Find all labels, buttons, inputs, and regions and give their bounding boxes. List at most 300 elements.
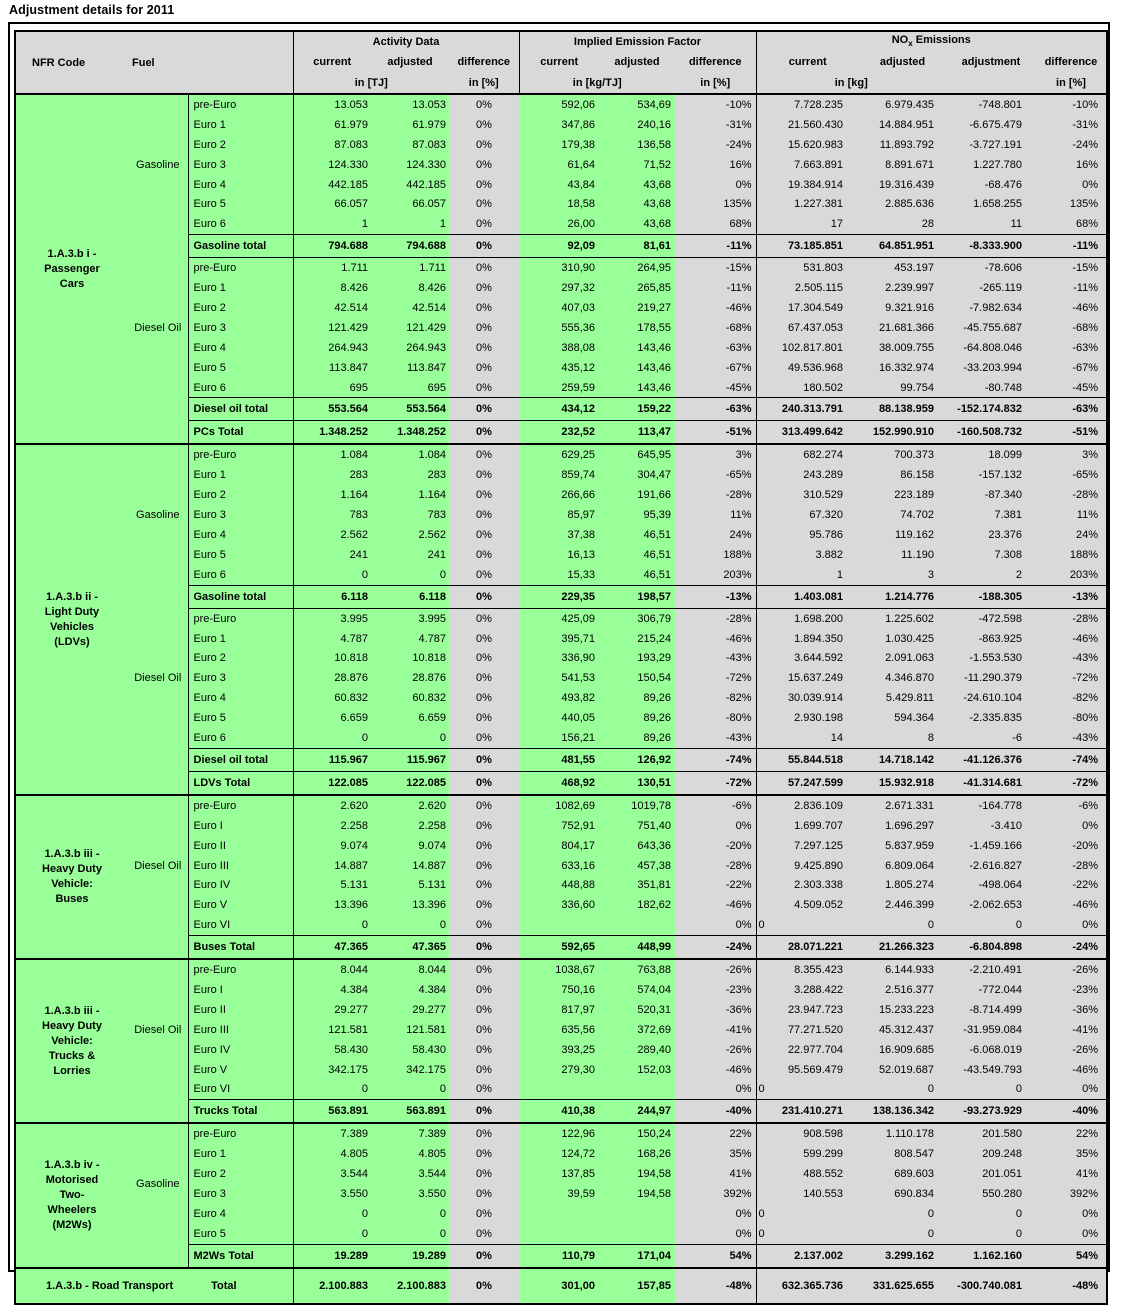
nox-difference-cell: -23% bbox=[1036, 980, 1107, 1000]
ief-current-cell: 1082,69 bbox=[519, 795, 599, 816]
ief-adjusted-cell: 520,31 bbox=[599, 1000, 675, 1020]
nox-current-cell: 8.355.423 bbox=[756, 959, 859, 980]
ief-adjusted-cell: 1019,78 bbox=[599, 795, 675, 816]
vehicle-class-cell: pre-Euro bbox=[188, 94, 293, 115]
ief-current-cell: 633,16 bbox=[519, 856, 599, 876]
total-label-cell: Diesel oil total bbox=[188, 748, 293, 771]
ad-adjusted-cell: 0 bbox=[371, 728, 449, 748]
ad-difference-cell: 0% bbox=[449, 505, 519, 525]
vehicle-class-cell: Euro II bbox=[188, 836, 293, 856]
ad-adjusted-cell: 563.891 bbox=[371, 1100, 449, 1124]
nox-difference-cell: -63% bbox=[1036, 398, 1107, 421]
ad-adjusted-cell: 28.876 bbox=[371, 668, 449, 688]
ad-difference-cell: 0% bbox=[449, 1060, 519, 1080]
fuel-cell: Gasoline bbox=[128, 1123, 188, 1244]
nox-difference-cell: -46% bbox=[1036, 629, 1107, 649]
ad-difference-cell: 0% bbox=[449, 816, 519, 836]
nox-adjusted-cell: 86.158 bbox=[859, 465, 946, 485]
nox-adjusted-cell: 6.144.933 bbox=[859, 959, 946, 980]
nox-adjusted-cell: 690.834 bbox=[859, 1184, 946, 1204]
fuel-cell: Gasoline bbox=[128, 444, 188, 585]
ad-adjusted-cell: 342.175 bbox=[371, 1060, 449, 1080]
ad-current-cell: 0 bbox=[293, 565, 371, 585]
ad-current-cell: 13.053 bbox=[293, 94, 371, 115]
header-nox-emissions: $NO_x$ Emissions bbox=[756, 31, 1107, 51]
nox-difference-cell: -31% bbox=[1036, 115, 1107, 135]
nox-current-cell: 1 bbox=[756, 565, 859, 585]
nox-adjusted-cell: 138.136.342 bbox=[859, 1100, 946, 1124]
ad-adjusted-cell: 6.659 bbox=[371, 708, 449, 728]
ief-difference-cell: 68% bbox=[675, 214, 756, 234]
nox-adjustment-cell: -6.804.898 bbox=[946, 936, 1036, 960]
ief-current-cell: 39,59 bbox=[519, 1184, 599, 1204]
ief-adjusted-cell: 71,52 bbox=[599, 155, 675, 175]
ief-adjusted-cell: 89,26 bbox=[599, 688, 675, 708]
vehicle-class-cell: pre-Euro bbox=[188, 444, 293, 465]
header-ief-difference: difference bbox=[675, 51, 756, 72]
ad-difference-cell: 0% bbox=[449, 485, 519, 505]
ief-difference-cell: -15% bbox=[675, 258, 756, 278]
ief-difference-cell: -65% bbox=[675, 465, 756, 485]
ad-adjusted-cell: 8.426 bbox=[371, 278, 449, 298]
ad-current-cell: 4.384 bbox=[293, 980, 371, 1000]
ad-difference-cell: 0% bbox=[449, 836, 519, 856]
nox-current-cell: 14 bbox=[756, 728, 859, 748]
nox-difference-cell: -74% bbox=[1036, 748, 1107, 771]
nox-current-cell: 95.786 bbox=[756, 525, 859, 545]
ief-current-cell bbox=[519, 915, 599, 935]
ief-difference-cell: -22% bbox=[675, 876, 756, 896]
nox-adjustment-cell: 7.308 bbox=[946, 545, 1036, 565]
nox-difference-cell: 16% bbox=[1036, 155, 1107, 175]
ief-current-cell: 395,71 bbox=[519, 629, 599, 649]
ief-adjusted-cell: 95,39 bbox=[599, 505, 675, 525]
ad-adjusted-cell: 13.053 bbox=[371, 94, 449, 115]
ad-difference-cell: 0% bbox=[449, 1080, 519, 1100]
nox-current-cell: 313.499.642 bbox=[756, 421, 859, 445]
nox-adjusted-cell: 700.373 bbox=[859, 444, 946, 465]
block-total-row bbox=[15, 1100, 1107, 1124]
ad-current-cell: 58.430 bbox=[293, 1040, 371, 1060]
nox-adjusted-cell: 28 bbox=[859, 214, 946, 234]
nox-adjusted-cell: 0 bbox=[859, 1224, 946, 1244]
ad-difference-cell: 0% bbox=[449, 629, 519, 649]
ief-difference-cell: -41% bbox=[675, 1020, 756, 1040]
ief-difference-cell: 54% bbox=[675, 1244, 756, 1268]
ad-adjusted-cell: 29.277 bbox=[371, 1000, 449, 1020]
vehicle-class-cell: Euro 3 bbox=[188, 318, 293, 338]
nox-adjusted-cell: 74.702 bbox=[859, 505, 946, 525]
ad-current-cell: 1.164 bbox=[293, 485, 371, 505]
nox-adjusted-cell: 16.909.685 bbox=[859, 1040, 946, 1060]
nox-difference-cell: 392% bbox=[1036, 1184, 1107, 1204]
nox-difference-cell: -15% bbox=[1036, 258, 1107, 278]
vehicle-class-cell: Euro IV bbox=[188, 1040, 293, 1060]
block-total-row bbox=[15, 585, 1107, 608]
ief-current-cell: 481,55 bbox=[519, 748, 599, 771]
ad-current-cell: 122.085 bbox=[293, 771, 371, 795]
ief-current-cell: 434,12 bbox=[519, 398, 599, 421]
ief-difference-cell: -48% bbox=[675, 1268, 756, 1304]
ad-current-cell: 1.711 bbox=[293, 258, 371, 278]
nox-adjusted-cell: 808.547 bbox=[859, 1144, 946, 1164]
nox-adjusted-cell: 6.979.435 bbox=[859, 94, 946, 115]
ad-adjusted-cell: 122.085 bbox=[371, 771, 449, 795]
nox-adjusted-cell: 1.696.297 bbox=[859, 816, 946, 836]
nox-adjustment-cell: -45.755.687 bbox=[946, 318, 1036, 338]
ad-difference-cell: 0% bbox=[449, 565, 519, 585]
ief-difference-cell: 16% bbox=[675, 155, 756, 175]
ad-difference-cell: 0% bbox=[449, 194, 519, 214]
vehicle-class-cell: Euro IV bbox=[188, 876, 293, 896]
ad-adjusted-cell: 4.805 bbox=[371, 1144, 449, 1164]
fuel-cell: Diesel Oil bbox=[128, 258, 188, 398]
vehicle-class-cell: Euro 1 bbox=[188, 278, 293, 298]
vehicle-class-cell: Euro 4 bbox=[188, 525, 293, 545]
ief-current-cell: 435,12 bbox=[519, 358, 599, 378]
ad-difference-cell: 0% bbox=[449, 1144, 519, 1164]
nox-difference-cell: -43% bbox=[1036, 728, 1107, 748]
ief-adjusted-cell: 136,58 bbox=[599, 135, 675, 155]
nox-adjusted-cell: 689.603 bbox=[859, 1164, 946, 1184]
ad-current-cell: 442.185 bbox=[293, 175, 371, 195]
vehicle-class-cell: Euro 5 bbox=[188, 1224, 293, 1244]
nox-difference-cell: -82% bbox=[1036, 688, 1107, 708]
nox-adjustment-cell: -2.335.835 bbox=[946, 708, 1036, 728]
ad-current-cell: 3.550 bbox=[293, 1184, 371, 1204]
vehicle-class-cell: Euro I bbox=[188, 816, 293, 836]
ief-adjusted-cell: 182,62 bbox=[599, 895, 675, 915]
nox-adjusted-cell: 2.091.063 bbox=[859, 648, 946, 668]
nox-adjustment-cell: 201.051 bbox=[946, 1164, 1036, 1184]
ief-adjusted-cell: 289,40 bbox=[599, 1040, 675, 1060]
ad-difference-cell: 0% bbox=[449, 258, 519, 278]
ief-difference-cell: -63% bbox=[675, 398, 756, 421]
ief-difference-cell: 3% bbox=[675, 444, 756, 465]
nox-current-cell: 0 bbox=[756, 1224, 859, 1244]
nox-adjustment-cell: -472.598 bbox=[946, 608, 1036, 628]
total-label-cell: Gasoline total bbox=[188, 585, 293, 608]
ad-difference-cell: 0% bbox=[449, 135, 519, 155]
nfr-code-cell: 1.A.3.b ii - Light Duty Vehicles (LDVs) bbox=[15, 444, 128, 794]
ad-current-cell: 124.330 bbox=[293, 155, 371, 175]
ief-difference-cell: 24% bbox=[675, 525, 756, 545]
ief-adjusted-cell: 448,99 bbox=[599, 936, 675, 960]
ief-current-cell: 18,58 bbox=[519, 194, 599, 214]
nox-current-cell: 9.425.890 bbox=[756, 856, 859, 876]
nox-current-cell: 28.071.221 bbox=[756, 936, 859, 960]
nox-current-cell: 102.817.801 bbox=[756, 338, 859, 358]
nox-adjustment-cell: 0 bbox=[946, 1204, 1036, 1224]
ief-difference-cell: -80% bbox=[675, 708, 756, 728]
ad-current-cell: 29.277 bbox=[293, 1000, 371, 1020]
nox-adjusted-cell: 38.009.755 bbox=[859, 338, 946, 358]
table-row bbox=[15, 94, 1107, 115]
ad-adjusted-cell: 553.564 bbox=[371, 398, 449, 421]
ad-adjusted-cell: 1.084 bbox=[371, 444, 449, 465]
nfr-code-cell: 1.A.3.b iii - Heavy Duty Vehicle: Buses bbox=[15, 795, 128, 959]
table-row bbox=[15, 959, 1107, 980]
nox-adjustment-cell: -93.273.929 bbox=[946, 1100, 1036, 1124]
vehicle-class-cell: pre-Euro bbox=[188, 959, 293, 980]
ief-difference-cell: -74% bbox=[675, 748, 756, 771]
ad-difference-cell: 0% bbox=[449, 214, 519, 234]
header-nox-difference: difference bbox=[1036, 51, 1107, 72]
ief-adjusted-cell: 46,51 bbox=[599, 525, 675, 545]
ad-current-cell: 121.581 bbox=[293, 1020, 371, 1040]
ief-current-cell: 347,86 bbox=[519, 115, 599, 135]
ief-difference-cell: 0% bbox=[675, 816, 756, 836]
nox-current-cell: 3.644.592 bbox=[756, 648, 859, 668]
ief-current-cell: 336,90 bbox=[519, 648, 599, 668]
nox-difference-cell: -65% bbox=[1036, 465, 1107, 485]
nox-adjustment-cell: -6 bbox=[946, 728, 1036, 748]
nox-difference-cell: -51% bbox=[1036, 421, 1107, 445]
ad-current-cell: 66.057 bbox=[293, 194, 371, 214]
nox-current-cell: 488.552 bbox=[756, 1164, 859, 1184]
ad-adjusted-cell: 8.044 bbox=[371, 959, 449, 980]
ief-adjusted-cell: 534,69 bbox=[599, 94, 675, 115]
ief-difference-cell: -36% bbox=[675, 1000, 756, 1020]
vehicle-class-cell: Euro 6 bbox=[188, 378, 293, 398]
header-unit-pct-ief: in [%] bbox=[675, 72, 756, 94]
ief-current-cell: 468,92 bbox=[519, 771, 599, 795]
table-header bbox=[15, 31, 1107, 94]
ad-current-cell: 695 bbox=[293, 378, 371, 398]
ad-adjusted-cell: 783 bbox=[371, 505, 449, 525]
ief-adjusted-cell: 130,51 bbox=[599, 771, 675, 795]
nox-adjustment-cell: -8.714.499 bbox=[946, 1000, 1036, 1020]
ief-adjusted-cell: 143,46 bbox=[599, 378, 675, 398]
header-unit-spacer bbox=[946, 72, 1036, 94]
ief-difference-cell: 0% bbox=[675, 1080, 756, 1100]
ad-adjusted-cell: 1.711 bbox=[371, 258, 449, 278]
nox-current-cell: 2.836.109 bbox=[756, 795, 859, 816]
nox-difference-cell: 0% bbox=[1036, 1080, 1107, 1100]
nox-difference-cell: -43% bbox=[1036, 648, 1107, 668]
ief-adjusted-cell: 265,85 bbox=[599, 278, 675, 298]
nox-current-cell: 180.502 bbox=[756, 378, 859, 398]
nox-adjusted-cell: 331.625.655 bbox=[859, 1268, 946, 1304]
ad-current-cell: 283 bbox=[293, 465, 371, 485]
nox-current-cell: 0 bbox=[756, 1080, 859, 1100]
ad-adjusted-cell: 3.550 bbox=[371, 1184, 449, 1204]
ief-adjusted-cell bbox=[599, 1080, 675, 1100]
nox-adjustment-cell: 23.376 bbox=[946, 525, 1036, 545]
header-unit-pct-nox: in [%] bbox=[1036, 72, 1107, 94]
fuel-cell: Diesel Oil bbox=[128, 795, 188, 936]
nox-difference-cell: 188% bbox=[1036, 545, 1107, 565]
vehicle-class-cell: Euro 1 bbox=[188, 1144, 293, 1164]
ad-adjusted-cell: 283 bbox=[371, 465, 449, 485]
ad-current-cell: 4.805 bbox=[293, 1144, 371, 1164]
ief-adjusted-cell: 157,85 bbox=[599, 1268, 675, 1304]
ad-current-cell: 6.118 bbox=[293, 585, 371, 608]
ad-adjusted-cell: 13.396 bbox=[371, 895, 449, 915]
nox-adjusted-cell: 11.893.792 bbox=[859, 135, 946, 155]
nox-current-cell: 67.320 bbox=[756, 505, 859, 525]
ad-difference-cell: 0% bbox=[449, 358, 519, 378]
nox-difference-cell: 24% bbox=[1036, 525, 1107, 545]
nox-adjusted-cell: 14.884.951 bbox=[859, 115, 946, 135]
ad-difference-cell: 0% bbox=[449, 298, 519, 318]
header-activity-data: Activity Data bbox=[293, 31, 519, 51]
total-label-cell: PCs Total bbox=[188, 421, 293, 445]
nox-adjustment-cell: -2.210.491 bbox=[946, 959, 1036, 980]
nox-difference-cell: -26% bbox=[1036, 1040, 1107, 1060]
ad-difference-cell: 0% bbox=[449, 585, 519, 608]
ad-adjusted-cell: 0 bbox=[371, 1224, 449, 1244]
ief-difference-cell: 0% bbox=[675, 1224, 756, 1244]
ad-current-cell: 10.818 bbox=[293, 648, 371, 668]
fuel-filler-cell bbox=[128, 398, 188, 421]
nox-difference-cell: -24% bbox=[1036, 936, 1107, 960]
ad-difference-cell: 0% bbox=[449, 338, 519, 358]
ief-difference-cell: -45% bbox=[675, 378, 756, 398]
vehicle-class-cell: Euro 6 bbox=[188, 565, 293, 585]
vehicle-class-cell: Euro 6 bbox=[188, 728, 293, 748]
table-body bbox=[15, 94, 1107, 1304]
block-total-row bbox=[15, 1244, 1107, 1268]
nox-current-cell: 7.663.891 bbox=[756, 155, 859, 175]
ief-adjusted-cell: 643,36 bbox=[599, 836, 675, 856]
ad-adjusted-cell: 794.688 bbox=[371, 235, 449, 258]
ief-adjusted-cell: 304,47 bbox=[599, 465, 675, 485]
ad-adjusted-cell: 1.348.252 bbox=[371, 421, 449, 445]
ief-difference-cell: -46% bbox=[675, 895, 756, 915]
nfr-code-cell: 1.A.3.b i - Passenger Cars bbox=[15, 94, 128, 444]
ief-current-cell: 37,38 bbox=[519, 525, 599, 545]
ief-current-cell: 336,60 bbox=[519, 895, 599, 915]
nox-current-cell: 17.304.549 bbox=[756, 298, 859, 318]
ief-adjusted-cell bbox=[599, 1204, 675, 1224]
fuel-filler-cell bbox=[128, 235, 188, 258]
vehicle-class-cell: Euro 5 bbox=[188, 194, 293, 214]
ad-difference-cell: 0% bbox=[449, 915, 519, 935]
ad-adjusted-cell: 2.562 bbox=[371, 525, 449, 545]
ad-difference-cell: 0% bbox=[449, 688, 519, 708]
ief-current-cell: 26,00 bbox=[519, 214, 599, 234]
ief-difference-cell: -13% bbox=[675, 585, 756, 608]
nox-adjusted-cell: 152.990.910 bbox=[859, 421, 946, 445]
ad-difference-cell: 0% bbox=[449, 1268, 519, 1304]
ief-difference-cell: -20% bbox=[675, 836, 756, 856]
nox-current-cell: 240.313.791 bbox=[756, 398, 859, 421]
block-total-row bbox=[15, 235, 1107, 258]
ad-difference-cell: 0% bbox=[449, 175, 519, 195]
nox-current-cell: 30.039.914 bbox=[756, 688, 859, 708]
ad-current-cell: 794.688 bbox=[293, 235, 371, 258]
ief-current-cell: 61,64 bbox=[519, 155, 599, 175]
header-unit-tj: in [TJ] bbox=[293, 72, 449, 94]
ad-difference-cell: 0% bbox=[449, 895, 519, 915]
ad-adjusted-cell: 113.847 bbox=[371, 358, 449, 378]
ief-current-cell: 1038,67 bbox=[519, 959, 599, 980]
nox-difference-cell: 0% bbox=[1036, 915, 1107, 935]
nox-current-cell: 3.882 bbox=[756, 545, 859, 565]
ad-difference-cell: 0% bbox=[449, 1164, 519, 1184]
nox-current-cell: 1.403.081 bbox=[756, 585, 859, 608]
ief-difference-cell: 0% bbox=[675, 1204, 756, 1224]
ad-adjusted-cell: 47.365 bbox=[371, 936, 449, 960]
ief-difference-cell: 11% bbox=[675, 505, 756, 525]
nox-adjustment-cell: -164.778 bbox=[946, 795, 1036, 816]
ief-difference-cell: -72% bbox=[675, 668, 756, 688]
nox-adjustment-cell: -2.062.653 bbox=[946, 895, 1036, 915]
ief-adjusted-cell: 219,27 bbox=[599, 298, 675, 318]
ad-current-cell: 9.074 bbox=[293, 836, 371, 856]
nox-adjustment-cell: 0 bbox=[946, 1224, 1036, 1244]
ad-adjusted-cell: 0 bbox=[371, 1080, 449, 1100]
nox-difference-cell: 0% bbox=[1036, 816, 1107, 836]
nox-difference-cell: -80% bbox=[1036, 708, 1107, 728]
nox-current-cell: 19.384.914 bbox=[756, 175, 859, 195]
ief-adjusted-cell: 193,29 bbox=[599, 648, 675, 668]
table-row bbox=[15, 1123, 1107, 1144]
nox-current-cell: 2.137.002 bbox=[756, 1244, 859, 1268]
nox-current-cell: 0 bbox=[756, 915, 859, 935]
ief-difference-cell: -51% bbox=[675, 421, 756, 445]
nox-current-cell: 67.437.053 bbox=[756, 318, 859, 338]
ad-current-cell: 0 bbox=[293, 1080, 371, 1100]
nox-adjustment-cell: -265.119 bbox=[946, 278, 1036, 298]
ad-difference-cell: 0% bbox=[449, 608, 519, 628]
ief-adjusted-cell: 113,47 bbox=[599, 421, 675, 445]
ief-adjusted-cell: 215,24 bbox=[599, 629, 675, 649]
nox-current-cell: 15.620.983 bbox=[756, 135, 859, 155]
nox-adjusted-cell: 453.197 bbox=[859, 258, 946, 278]
nox-difference-cell: 203% bbox=[1036, 565, 1107, 585]
ief-current-cell: 629,25 bbox=[519, 444, 599, 465]
nox-adjusted-cell: 88.138.959 bbox=[859, 398, 946, 421]
ief-current-cell bbox=[519, 1080, 599, 1100]
ief-current-cell: 388,08 bbox=[519, 338, 599, 358]
ad-adjusted-cell: 66.057 bbox=[371, 194, 449, 214]
ad-adjusted-cell: 42.514 bbox=[371, 298, 449, 318]
ad-difference-cell: 0% bbox=[449, 1100, 519, 1124]
nox-difference-cell: -20% bbox=[1036, 836, 1107, 856]
ief-current-cell: 425,09 bbox=[519, 608, 599, 628]
ad-difference-cell: 0% bbox=[449, 235, 519, 258]
fuel-filler-cell bbox=[128, 421, 188, 445]
ief-difference-cell: 392% bbox=[675, 1184, 756, 1204]
nox-adjusted-cell: 3 bbox=[859, 565, 946, 585]
nox-adjusted-cell: 4.346.870 bbox=[859, 668, 946, 688]
ief-current-cell: 110,79 bbox=[519, 1244, 599, 1268]
ief-difference-cell: -28% bbox=[675, 608, 756, 628]
ad-current-cell: 87.083 bbox=[293, 135, 371, 155]
ief-current-cell: 541,53 bbox=[519, 668, 599, 688]
header-ad-current: current bbox=[293, 51, 371, 72]
ief-difference-cell: -63% bbox=[675, 338, 756, 358]
ad-current-cell: 6.659 bbox=[293, 708, 371, 728]
ief-difference-cell: -72% bbox=[675, 771, 756, 795]
vehicle-class-cell: Euro 2 bbox=[188, 298, 293, 318]
ad-adjusted-cell: 241 bbox=[371, 545, 449, 565]
nox-current-cell: 57.247.599 bbox=[756, 771, 859, 795]
ad-current-cell: 2.258 bbox=[293, 816, 371, 836]
table-row bbox=[15, 258, 1107, 278]
ad-adjusted-cell: 264.943 bbox=[371, 338, 449, 358]
nox-difference-cell: -46% bbox=[1036, 1060, 1107, 1080]
nox-current-cell: 95.569.479 bbox=[756, 1060, 859, 1080]
ief-adjusted-cell: 240,16 bbox=[599, 115, 675, 135]
nox-adjustment-cell: -157.132 bbox=[946, 465, 1036, 485]
vehicle-class-cell: Euro 4 bbox=[188, 1204, 293, 1224]
nox-adjustment-cell: -68.476 bbox=[946, 175, 1036, 195]
nox-adjustment-cell: 2 bbox=[946, 565, 1036, 585]
ad-difference-cell: 0% bbox=[449, 771, 519, 795]
